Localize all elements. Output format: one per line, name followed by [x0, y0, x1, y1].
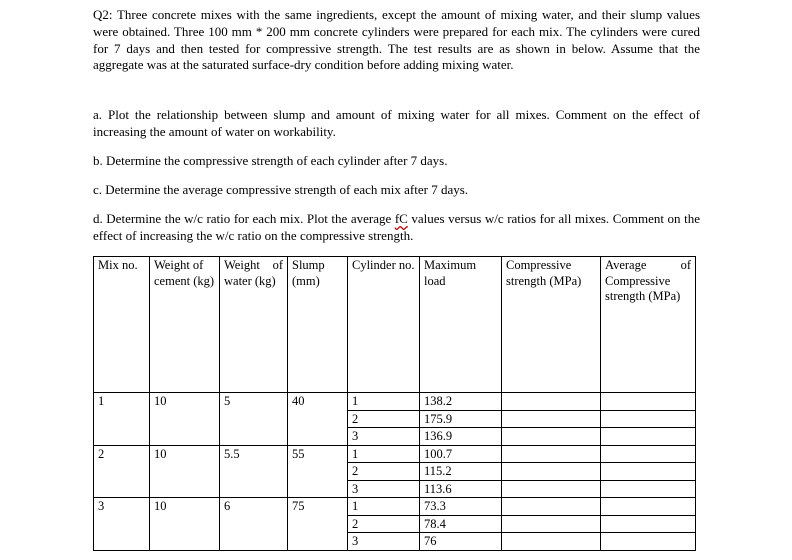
header-weight-cement: Weight of cement (kg) — [150, 257, 220, 393]
fc-symbol: fC — [394, 211, 408, 226]
max-load-cell: 78.4 — [420, 515, 502, 533]
cylinder-no-cell: 2 — [348, 515, 420, 533]
cylinder-no-cell: 2 — [348, 463, 420, 481]
average-strength-cell — [601, 428, 696, 446]
cylinder-no-cell: 1 — [348, 445, 420, 463]
question-part-a: a. Plot the relationship between slump and amount of mixing water for all mixes. Comment on the effect of increasing the amount of water on workability. — [93, 107, 700, 139]
header-mix-no: Mix no. — [94, 257, 150, 393]
part-d-text-start: d. Determine the w/c ratio for each mix. Plot the average — [93, 211, 395, 226]
question-intro: Q2: Three concrete mixes with the same ingredients, except the amount of mixing water, and their slump values were obtained. Three 100 mm * 200 mm concrete cylinders were prepared for each mix. The cylinders were cured for 7 days and then tested for compressive strength. The test results are as shown in below. Assume that the aggregate was at the saturated surface-dry condition before adding mixing water. — [93, 7, 700, 73]
header-maximum-load: Maximum load — [420, 257, 502, 393]
compressive-strength-cell — [502, 498, 601, 516]
average-strength-cell — [601, 410, 696, 428]
header-compressive-strength: Compressive strength (MPa) — [502, 257, 601, 393]
max-load-cell: 138.2 — [420, 393, 502, 411]
compressive-strength-cell — [502, 393, 601, 411]
slump-cell: 55 — [288, 445, 348, 498]
water-weight-cell: 6 — [220, 498, 288, 551]
table-row — [94, 498, 696, 516]
slump-cell: 40 — [288, 393, 348, 446]
mix-no-cell: 2 — [94, 445, 150, 498]
compressive-strength-cell — [502, 515, 601, 533]
cement-weight-cell: 10 — [150, 498, 220, 551]
compressive-strength-cell — [502, 480, 601, 498]
average-strength-cell — [601, 393, 696, 411]
cylinder-no-cell: 1 — [348, 393, 420, 411]
average-strength-cell — [601, 445, 696, 463]
max-load-cell: 73.3 — [420, 498, 502, 516]
average-strength-cell — [601, 533, 696, 551]
header-slump: Slump (mm) — [288, 257, 348, 393]
compressive-strength-cell — [502, 463, 601, 481]
header-average-strength: Average of Compressive strength (MPa) — [601, 257, 696, 393]
max-load-cell: 113.6 — [420, 480, 502, 498]
part-d-text-end: values versus w/c ratios for all mixes. Comment on the effect of increasing the w/c ratio on the compressive strength. — [93, 211, 700, 243]
max-load-cell: 115.2 — [420, 463, 502, 481]
max-load-cell: 100.7 — [420, 445, 502, 463]
header-weight-water: Weight of water (kg) — [220, 257, 288, 393]
cylinder-no-cell: 3 — [348, 533, 420, 551]
mix-no-cell: 3 — [94, 498, 150, 551]
cylinder-no-cell: 1 — [348, 498, 420, 516]
question-part-b: b. Determine the compressive strength of each cylinder after 7 days. — [93, 153, 448, 168]
compressive-strength-cell — [502, 410, 601, 428]
cylinder-no-cell: 3 — [348, 428, 420, 446]
results-table — [93, 256, 696, 551]
compressive-strength-cell — [502, 445, 601, 463]
max-load-cell: 136.9 — [420, 428, 502, 446]
average-strength-cell — [601, 480, 696, 498]
header-cylinder-no: Cylinder no. — [348, 257, 420, 393]
max-load-cell: 175.9 — [420, 410, 502, 428]
average-strength-cell — [601, 515, 696, 533]
table-row — [94, 393, 696, 411]
cement-weight-cell: 10 — [150, 393, 220, 446]
table-row — [94, 445, 696, 463]
max-load-cell: 76 — [420, 533, 502, 551]
water-weight-cell: 5.5 — [220, 445, 288, 498]
cylinder-no-cell: 3 — [348, 480, 420, 498]
question-part-d — [93, 211, 700, 245]
compressive-strength-cell — [502, 428, 601, 446]
mix-no-cell: 1 — [94, 393, 150, 446]
compressive-strength-cell — [502, 533, 601, 551]
question-part-c: c. Determine the average compressive strength of each mix after 7 days. — [93, 182, 469, 197]
average-strength-cell — [601, 498, 696, 516]
slump-cell: 75 — [288, 498, 348, 551]
average-strength-cell — [601, 463, 696, 481]
cylinder-no-cell: 2 — [348, 410, 420, 428]
cement-weight-cell: 10 — [150, 445, 220, 498]
table-header-row — [94, 257, 696, 393]
water-weight-cell: 5 — [220, 393, 288, 446]
